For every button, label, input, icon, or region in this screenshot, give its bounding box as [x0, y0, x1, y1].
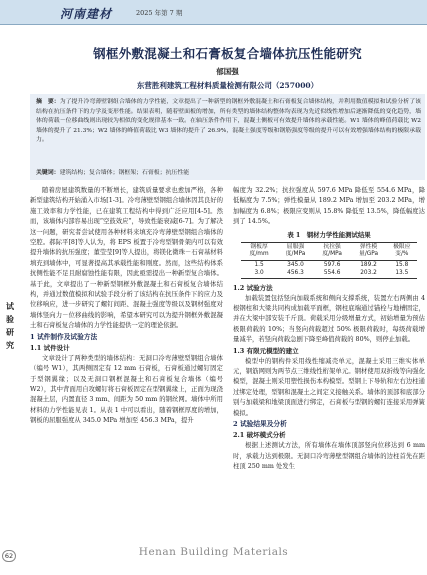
article-affiliation: 东营胜利建筑工程材料质量检测有限公司（257000） — [136, 81, 319, 90]
article-author: 郁国强 — [216, 67, 239, 76]
page-number: 62 — [2, 550, 16, 562]
table-cell: 597.6 — [323, 261, 341, 268]
table-header-cell: 抗拉强度/MPa — [314, 242, 351, 260]
intro-paragraph: 随着房屋建筑数量的不断增长，建筑质量要求也愈加严格，各种新型建筑结构开始涌入市场[1-3]。冷弯薄壁型钢组合墙体因其良好的施工效率和力学性能，已在建筑工程结构中得到广泛应用[4-5]。然而，该墙体内部容易出现“空鼓效应”，导致性能衰减[6-7]。为了解决这一问题，研究者尝试使用各种材料来填充冷弯薄壁型钢组合墙体的空腔。郝际平[8]等人认为，将 EPS 板置于冷弯型钢骨架内可以有效提升墙体的抗压强度；董莹莹[9]等人提出，将镁化微珠－石膏基材料填充到墙体中，可显著提高其承载性能和刚度。然而，这些结构体系抗侧性能不足且耐腐蚀性能有限，因此亟需提出一种新型复合墙体。基于此，文章提出了一种新型钢框外敷混凝土和石膏板复合墙体结构，并通过数值模拟和试验手段分析了该结构在抗压条件下的应力及位移响应，进一步研究了螺钉间距、混凝土强度等级以及钢材强度对墙体竖向力－位移曲线的影响，希望本研究可以为提升钢框外敷混凝土和石膏板复合墙体的力学性能提供一定的理论依据。 — [30, 187, 223, 330]
table-cell: 203.2 — [350, 269, 386, 278]
table-header-cell: 弹性模量/GPa — [350, 242, 386, 260]
body-paragraph: 模型中的钢构件采用线性缩减壳单元，混凝土采用三维实体单元，钢筋网则为两节点三维线性桁架单元。钢材使用双折线等向强化模型，混凝土则采用塑性损伤本构模型。型钢上下导轨和左右边柱通过绑定处理，型钢和混凝土之间定义接触关系。墙体的顶部和底部分别与加载梁和地梁顶面进行绑定，石膏板与型钢的螺钉连接采用弹簧模拟。 — [233, 357, 425, 417]
keywords — [36, 168, 421, 178]
header-rule — [0, 24, 427, 25]
abstract-text: 为了提升冷弯薄壁钢组合墙体的力学性能，文章提出了一种新型的钢框外敷混凝土和石膏板复合墙体结构，并利用数值模拟和试验分析了该结构在抗压条件下的力学及变形性能。结果表明，随着壁面板的增加，所有类型的墙体结构整体均表现为先近似线性增加后逐渐降低的变化趋势，墙体的荷载－位移曲线则出现较为相似的变化规律基本一致。在轴压条件作用下，混凝土侧板可有效提升墙体的承载性能。W1 墙体的峰值荷载比 W2 墙体的提升了 21.3%；W2 墙体的峰值荷载比 W3 墙体的提升了 26.9%，混凝土强度等级和钢筋强度等级的提升可以有效增强墙体结构的极限承载力。 — [36, 99, 422, 144]
right-column — [233, 186, 425, 472]
subsection-heading: 1.3 有限元模型的建立 — [233, 346, 299, 355]
table-row — [241, 260, 417, 269]
table-header-cell: 屈服强度/MPa — [277, 242, 314, 260]
table-header-cell: 极限应变/% — [387, 242, 417, 260]
table-cell: 189.2 — [360, 261, 377, 268]
body-paragraph: 根据上述测试方法，所有墙体在墙体顶部竖向位移达到 6 mm 时，承载力达到极限。无洞口冷弯薄壁型钢组合墙体的边柱首先在距柱顶 250 mm 处发生 — [233, 442, 425, 470]
section-heading: 2 试验结果及分析 — [233, 420, 287, 429]
body-paragraph: 幅度为 32.2%；抗拉强度从 597.6 MPa 降低至 554.6 MPa，降低幅度为 7.5%；弹性模量从 189.2 MPa 增加至 203.2 MPa，增加幅度为 6.8%；极限应变则从 15.8% 降低至 13.5%，降低幅度达到了 14.5%。 — [233, 187, 425, 226]
journal-name: 河南建材 — [60, 7, 113, 21]
table-cell: 554.6 — [314, 269, 351, 278]
table-cell: 13.5 — [387, 269, 417, 278]
side-strip — [0, 140, 18, 570]
table-cell: 345.0 — [287, 261, 304, 268]
keywords-text: 建筑结构；复合墙体；钢框架；石膏板；抗压性能 — [59, 170, 190, 176]
body-paragraph: 加载装置包括竖向加载系统和侧向支撑系统，装置左右两侧由 4 根钢柱和大梁共同构成加载平面框，钢柱底端通过锚栓与地槽固定，并在大梁中部安装千斤顶。荷载采用分级增量方式，初始增量为预估极限荷载的 10%；当竖向荷载超过 50% 极限荷载时，每级荷载增量减半，若竖向荷载急剧下降至峰值荷载的 80%，则停止加载。 — [233, 294, 425, 344]
table-cell: 15.8 — [395, 261, 409, 268]
body-paragraph: 文章设计了两种类型的墙体结构：无洞口冷弯薄壁型钢组合墙体（编号 W1），其两侧固定有 12 mm 石膏板，石膏板通过螺钉固定于型钢翼缘；以及无洞口钢框混凝土和石膏板复合墙体（编号 W2），其中背面用自攻螺钉将石膏板固定在型钢翼缘上，正面为现浇混凝土层，内置直径 3 mm、间距为 50 mm 的钢丝网。墙体中所用材料的力学性能见表 1。从表 1 中可以看出，随着钢框厚度的增加，钢板的屈服强度从 345.0 MPa 增加至 456.3 MPa，提升 — [30, 354, 223, 425]
subsection-heading: 1.1 试件设计 — [30, 343, 70, 352]
abstract-label: 摘 要： — [36, 98, 60, 105]
table-cell: 456.3 — [277, 269, 314, 278]
table-cell: 3.0 — [241, 269, 277, 278]
issue-info: 2025 年第 7 期 — [136, 9, 183, 17]
table-cell: 1.5 — [254, 261, 264, 268]
left-column — [30, 186, 223, 427]
material-properties-table — [241, 242, 417, 279]
subsection-heading: 2.1 破坏模式分析 — [233, 431, 286, 440]
keywords-label: 关键词： — [36, 169, 60, 176]
section-heading: 1 试件制作及试验方法 — [30, 332, 98, 341]
section-side-label: 试验研究 — [6, 301, 14, 350]
subsection-heading: 1.2 试验方法 — [233, 283, 273, 292]
table-header-cell: 钢板厚度/mm — [241, 242, 277, 260]
table-row — [241, 269, 417, 278]
journal-footer: Henan Building Materials — [138, 546, 289, 558]
abstract — [36, 97, 421, 146]
article-title: 钢框外敷混凝土和石膏板复合墙体抗压性能研究 — [93, 46, 362, 61]
table-caption: 表 1 钢材力学性能测试结果 — [287, 230, 371, 239]
